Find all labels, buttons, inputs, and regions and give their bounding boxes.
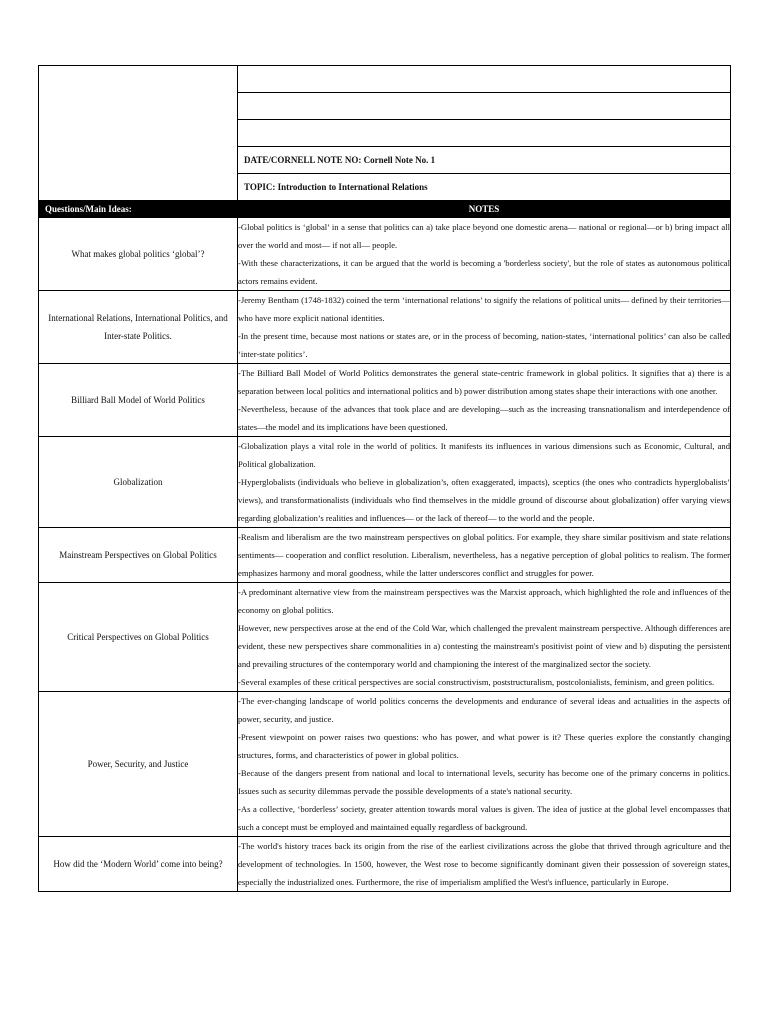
header-line-2 [238,93,731,120]
note-paragraph: -Nevertheless, because of the advances that took place and are developing—such as the increasing transnationalism and interdependence of states—the model and its implications have been questioned. [238,404,730,432]
date-label: DATE/CORNELL NOTE NO: [244,155,362,165]
note-paragraph: -Realism and liberalism are the two mainstream perspectives on global politics. For example, they share similar positivism and state relations sentiments— cooperation and conflict resolution. Liberalism, nevertheless, has a negative perception of global politics to realism. The former emphasizes harmony and moral goodness, while the latter underscores conflict and struggles for power. [238,532,730,578]
questions-column-header: Questions/Main Ideas: [39,201,238,218]
topic-label: TOPIC: [244,182,276,192]
main-idea-question: Mainstream Perspectives on Global Politics [39,528,238,583]
note-paragraph: -Present viewpoint on power raises two questions: who has power, and what power is it? These queries explore the constantly changing structures, forms, and characteristics of power in global politics. [238,732,730,760]
notes-cell [238,364,731,437]
note-paragraph: -Global politics is ‘global’ in a sense that politics can a) take place beyond one domestic arena— national or regional—or b) bring impact all over the world and most— if not all— people. [238,222,730,250]
header-line-3 [238,120,731,147]
note-row [39,528,731,583]
main-idea-question: Billiard Ball Model of World Politics [39,364,238,437]
notes-cell [238,291,731,364]
main-idea-question: Power, Security, and Justice [39,692,238,837]
note-row [39,837,731,892]
notes-column-header: NOTES [238,201,731,218]
note-paragraph: -Globalization plays a vital role in the world of politics. It manifests its influences in various dimensions such as Economic, Cultural, and Political globalization. [238,441,730,469]
notes-rows [39,218,731,892]
main-idea-question: What makes global politics ‘global’? [39,218,238,291]
main-idea-question: How did the ‘Modern World’ come into being? [39,837,238,892]
notes-cell [238,583,731,692]
notes-cell [238,528,731,583]
note-paragraph: -In the present time, because most nations or states are, or in the process of becoming, nation-states, ‘international politics’ can also be called ‘inter-state politics’. [238,331,730,359]
notes-cell [238,692,731,837]
header-line-1 [238,66,731,93]
topic-field [238,174,731,201]
main-idea-question: International Relations, International Politics, and Inter-state Politics. [39,291,238,364]
note-paragraph: -Because of the dangers present from national and local to international levels, security has become one of the primary concerns in politics. Issues such as security dilemmas pervade the possible developments of a state's national security. [238,768,730,796]
note-paragraph: -The ever-changing landscape of world politics concerns the developments and endurance of several ideas and actualities in the aspects of power, security, and justice. [238,696,730,724]
date-note-field [238,147,731,174]
main-idea-question: Critical Perspectives on Global Politics [39,583,238,692]
note-paragraph: -A predominant alternative view from the mainstream perspectives was the Marxist approach, which highlighted the role and influences of the economy on global politics. [238,587,730,615]
note-paragraph: -The world's history traces back its origin from the rise of the earliest civilizations across the globe that thrived through agriculture and the development of technologies. In 1500, however, the West rose to become significantly dominant given their possession of sovereign states, especially the industrialized ones. Furthermore, the rise of imperialism amplified the West's influence, particularly in Europe. [238,841,730,887]
notes-cell [238,437,731,528]
note-paragraph: -As a collective, ‘borderless’ society, greater attention towards moral values is given. The idea of justice at the global level encompasses that such a concept must be employed and maintained equally regardless of background. [238,804,730,832]
note-row [39,692,731,837]
note-paragraph: -Jeremy Bentham (1748-1832) coined the term ‘international relations’ to signify the relations of political units— defined by their territories— who have more explicit national identities. [238,295,730,323]
topic-value: Introduction to International Relations [277,182,428,192]
note-paragraph: -With these characterizations, it can be argued that the world is becoming a 'borderless society', but the role of states as autonomous political actors remains evident. [238,258,730,286]
note-paragraph: -The Billiard Ball Model of World Politics demonstrates the general state-centric framework in global politics. It signifies that a) there is a separation between local politics and international politics and b) power distribution among states shape their interactions with one another. [238,368,730,396]
note-row [39,583,731,692]
header-blank-cell [39,66,238,201]
notes-cell [238,837,731,892]
note-paragraph: -Hyperglobalists (individuals who believe in globalization’s, often exaggerated, impacts), sceptics (the ones who contradicts hyperglobalists’ views), and transformationalists (individuals who find themselves in the middle ground of discourse about globalization) offer varying views regarding globalization’s realities and influences— or the lack of thereof— to the world and the people. [238,477,730,523]
note-row [39,218,731,291]
note-paragraph: However, new perspectives arose at the end of the Cold War, which challenged the prevalent mainstream perspective. Although differences are evident, these new perspectives share commonalities in a) contesting the mainstream's positivist point of view and b) disputing the persistent and prevailing structures of the contemporary world and championing the interest of the marginalized sector the society. [238,623,730,669]
cornell-notes-table [38,65,731,892]
note-row [39,437,731,528]
date-value: Cornell Note No. 1 [363,155,436,165]
notes-cell [238,218,731,291]
note-row [39,364,731,437]
main-idea-question: Globalization [39,437,238,528]
note-paragraph: -Several examples of these critical perspectives are social constructivism, poststructuralism, postcolonialists, feminism, and green politics. [238,677,715,687]
note-row [39,291,731,364]
